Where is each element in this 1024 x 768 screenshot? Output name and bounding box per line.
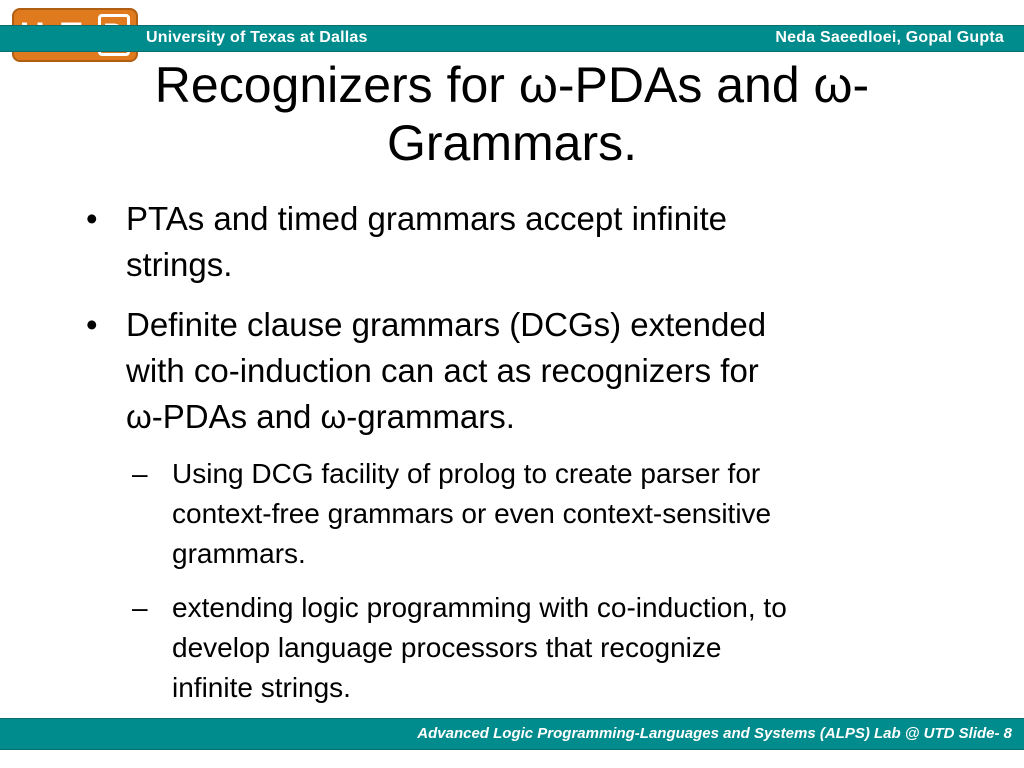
sub-bullet-text-line: grammars. — [172, 538, 306, 569]
bullet-mark: • — [86, 306, 98, 343]
header-bar — [0, 25, 1024, 52]
sub-bullet-item — [132, 588, 946, 708]
sub-bullet-mark: – — [132, 458, 148, 489]
bullet-item — [86, 196, 946, 288]
bullet-text-line: with co-induction can act as recognizers for — [126, 352, 759, 389]
bullet-text-line: PTAs and timed grammars accept infinite — [126, 200, 727, 237]
sub-bullet-item — [132, 454, 946, 574]
slide-title — [60, 56, 964, 172]
sub-bullet-text-line: extending logic programming with co-induction, to — [172, 592, 787, 623]
bullet-text-line: ω-PDAs and ω-grammars. — [126, 398, 515, 435]
header-authors: Neda Saeedloei, Gopal Gupta — [775, 29, 1004, 46]
header-university: University of Texas at Dallas — [146, 29, 368, 46]
bullet-mark: • — [86, 200, 98, 237]
sub-bullet-mark: – — [132, 592, 148, 623]
bullet-text-line: strings. — [126, 246, 233, 283]
sub-bullet-text-line: infinite strings. — [172, 672, 351, 703]
bullet-text-line: Definite clause grammars (DCGs) extended — [126, 306, 767, 343]
sub-bullet-text-line: context-free grammars or even context-sensitive — [172, 498, 772, 529]
sub-bullet-text-line: Using DCG facility of prolog to create parser for — [172, 458, 761, 489]
slide-title-line-1: Recognizers for ω-PDAs and ω- — [154, 57, 870, 113]
sub-bullet-text-line: develop language processors that recognize — [172, 632, 722, 663]
bullet-item — [86, 302, 946, 440]
footer-text: Advanced Logic Programming-Languages and Systems (ALPS) Lab @ UTD Slide- 8 — [417, 725, 1012, 742]
slide-content — [86, 196, 946, 722]
slide-title-line-2: Grammars. — [387, 115, 637, 171]
footer-bar — [0, 718, 1024, 750]
